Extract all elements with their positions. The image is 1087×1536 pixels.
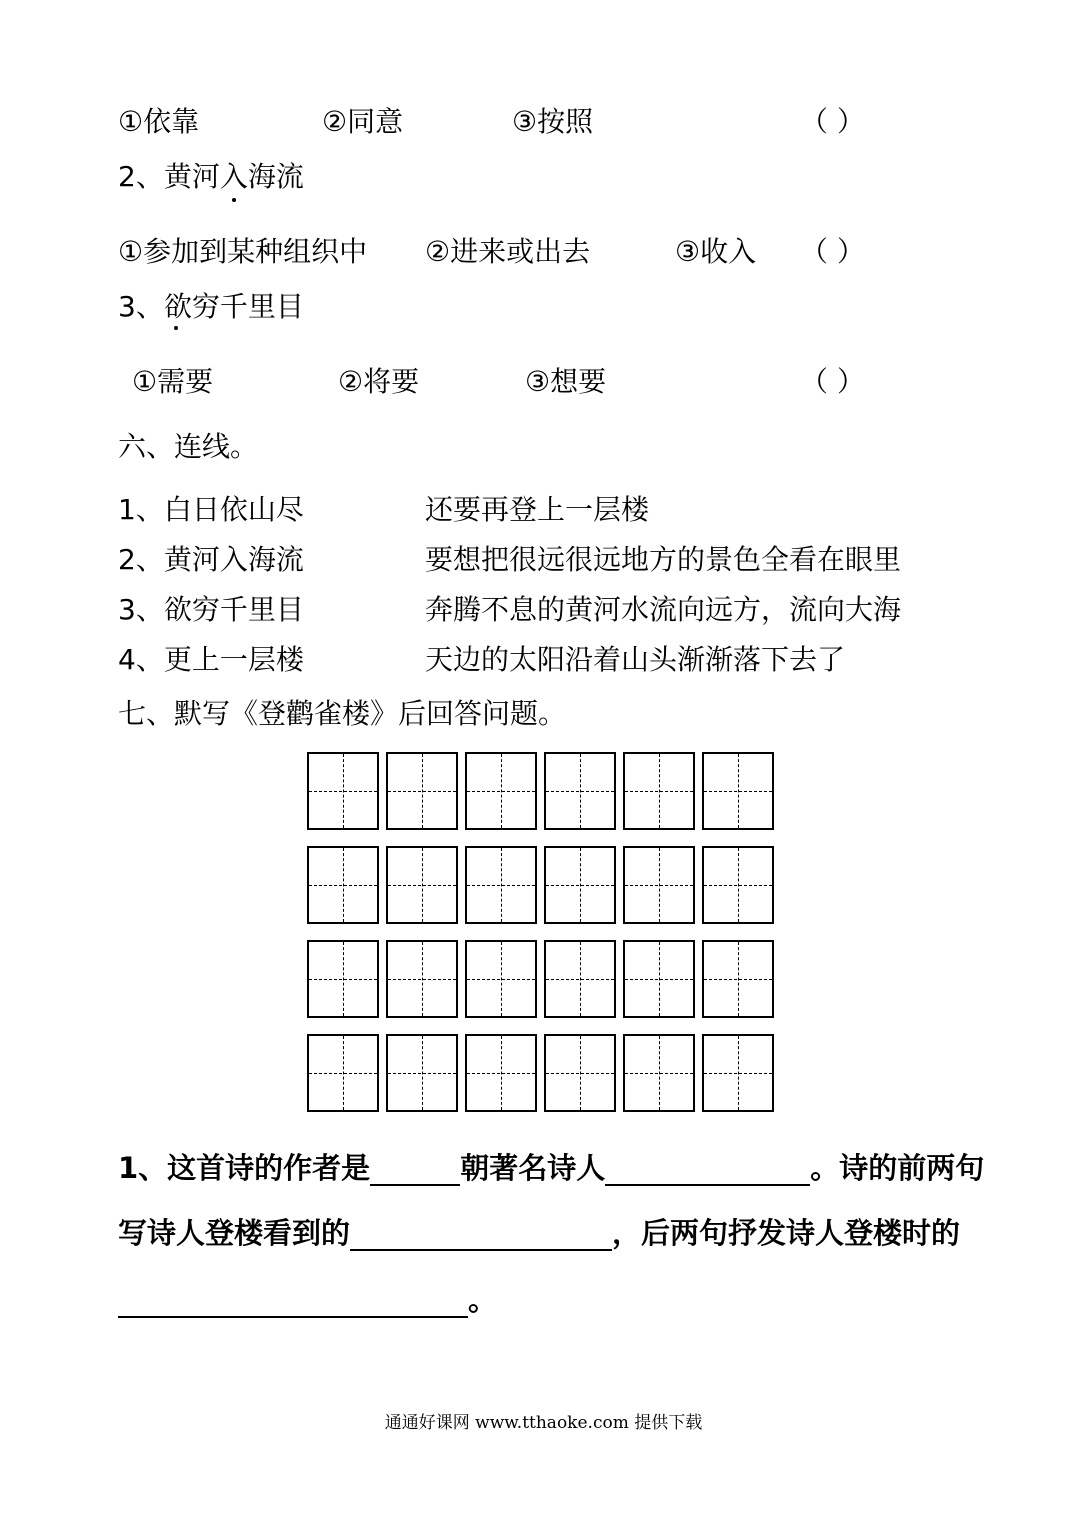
grid-cell[interactable] bbox=[544, 846, 616, 924]
grid-row bbox=[307, 846, 779, 924]
blank-scene[interactable] bbox=[350, 1219, 612, 1251]
q3-answer-paren: （ ） bbox=[800, 365, 865, 398]
match-left-2: 2、黄河入海流 bbox=[118, 543, 304, 576]
grid-cell[interactable] bbox=[465, 752, 537, 830]
grid-cell[interactable] bbox=[386, 940, 458, 1018]
q1-option-1: ①依靠 bbox=[118, 105, 200, 138]
blank-feeling[interactable] bbox=[118, 1286, 468, 1318]
q3-title: 3、欲穷千里目 bbox=[118, 290, 304, 323]
q-text-part: 写诗人登楼看到的 bbox=[118, 1216, 351, 1250]
section7-title: 七、默写《登鹳雀楼》后回答问题。 bbox=[118, 697, 567, 730]
grid-cell[interactable] bbox=[544, 1034, 616, 1112]
fill-question-line1 bbox=[118, 1150, 984, 1186]
match-right-1: 还要再登上一层楼 bbox=[425, 493, 650, 526]
match-left-3: 3、欲穷千里目 bbox=[118, 593, 304, 626]
grid-cell[interactable] bbox=[702, 846, 774, 924]
grid-cell[interactable] bbox=[465, 940, 537, 1018]
q-text-part: 。 bbox=[468, 1283, 498, 1317]
q-text-part: 朝著名诗人 bbox=[460, 1151, 606, 1185]
grid-cell[interactable] bbox=[623, 940, 695, 1018]
match-left-4: 4、更上一层楼 bbox=[118, 643, 304, 676]
q-text-part: 。诗的前两句 bbox=[810, 1151, 985, 1185]
match-right-4: 天边的太阳沿着山头渐渐落下去了 bbox=[425, 643, 846, 676]
grid-cell[interactable] bbox=[307, 846, 379, 924]
grid-row bbox=[307, 940, 779, 1018]
q3-option-2: ②将要 bbox=[338, 365, 420, 398]
grid-cell[interactable] bbox=[386, 846, 458, 924]
grid-cell[interactable] bbox=[623, 1034, 695, 1112]
fill-question-line2 bbox=[118, 1215, 960, 1251]
footer-credit: 通通好课网 www.tthaoke.com 提供下载 bbox=[384, 1413, 703, 1433]
grid-cell[interactable] bbox=[544, 752, 616, 830]
match-right-2: 要想把很远很远地方的景色全看在眼里 bbox=[425, 543, 902, 576]
grid-cell[interactable] bbox=[544, 940, 616, 1018]
q-text-part: ，后两句抒发诗人登楼时的 bbox=[612, 1216, 961, 1250]
q2-title: 2、黄河入海流 bbox=[118, 160, 304, 193]
section6-title: 六、连线。 bbox=[118, 430, 259, 463]
writing-grid bbox=[307, 752, 779, 1128]
grid-cell[interactable] bbox=[702, 1034, 774, 1112]
grid-row bbox=[307, 1034, 779, 1112]
grid-cell[interactable] bbox=[465, 846, 537, 924]
grid-cell[interactable] bbox=[307, 752, 379, 830]
q3-option-3: ③想要 bbox=[525, 365, 607, 398]
emphasis-dot bbox=[232, 198, 236, 202]
grid-cell[interactable] bbox=[307, 1034, 379, 1112]
q1-option-2: ②同意 bbox=[322, 105, 404, 138]
grid-cell[interactable] bbox=[702, 752, 774, 830]
match-left-1: 1、白日依山尽 bbox=[118, 493, 304, 526]
q2-option-2: ②进来或出去 bbox=[425, 235, 591, 268]
blank-dynasty[interactable] bbox=[370, 1154, 460, 1186]
grid-cell[interactable] bbox=[386, 1034, 458, 1112]
grid-cell[interactable] bbox=[623, 846, 695, 924]
grid-cell[interactable] bbox=[702, 940, 774, 1018]
grid-cell[interactable] bbox=[307, 940, 379, 1018]
blank-poet[interactable] bbox=[605, 1154, 810, 1186]
grid-cell[interactable] bbox=[623, 752, 695, 830]
q2-option-1: ①参加到某种组织中 bbox=[118, 235, 368, 268]
q-text-part: 1、这首诗的作者是 bbox=[118, 1151, 371, 1185]
q2-option-3: ③收入 bbox=[675, 235, 757, 268]
q2-answer-paren: （ ） bbox=[800, 235, 865, 268]
grid-row bbox=[307, 752, 779, 830]
match-right-3: 奔腾不息的黄河水流向远方，流向大海 bbox=[425, 593, 902, 626]
q3-option-1: ①需要 bbox=[132, 365, 214, 398]
grid-cell[interactable] bbox=[465, 1034, 537, 1112]
q1-answer-paren: （ ） bbox=[800, 105, 865, 138]
fill-question-line3 bbox=[118, 1282, 497, 1318]
emphasis-dot bbox=[174, 326, 178, 330]
grid-cell[interactable] bbox=[386, 752, 458, 830]
q1-option-3: ③按照 bbox=[512, 105, 594, 138]
